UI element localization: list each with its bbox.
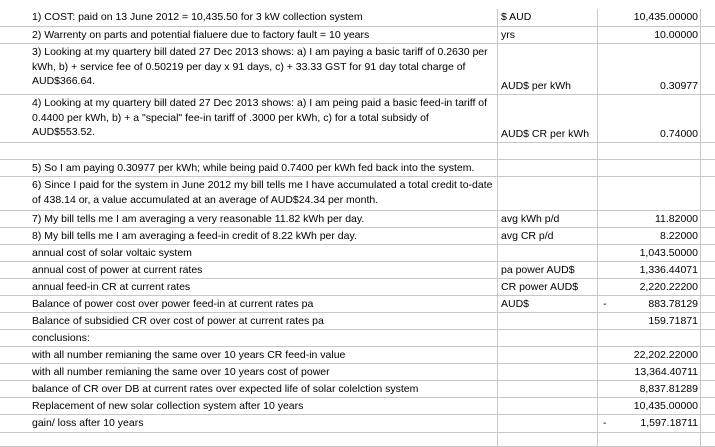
cell-description[interactable] [0,228,498,245]
cell-text: AUD$ [501,297,530,310]
cell-value[interactable] [598,177,701,211]
cell-description[interactable] [0,177,498,211]
cell-text: avg CR p/d [501,229,554,242]
table-row [0,211,715,228]
cell-empty[interactable] [701,415,715,433]
cell-text: balance of CR over DB at current rates over expected life of solar colelction system [32,382,419,395]
cell-text: 8) My bill tells me I am averaging a feed-in credit of 8.22 kWh per day. [32,229,357,242]
cell-text: 10,435.00000 [633,11,698,24]
cell-text: 1,043.50000 [639,246,698,259]
cell-text: 1) COST: paid on 13 June 2012 = 10,435.50 for 3 kW collection system [32,11,363,24]
cell-description[interactable] [0,296,498,313]
table-row [0,245,715,262]
cell-description[interactable] [0,44,498,95]
cell-empty[interactable] [701,398,715,415]
table-row [0,330,715,347]
cell-unit[interactable] [498,296,598,313]
cell-value[interactable] [598,296,701,313]
cell-unit[interactable] [498,44,598,95]
cell-description[interactable] [0,160,498,177]
cell-empty[interactable] [701,27,715,44]
cell-text: 7) My bill tells me I am averaging a very reasonable 11.82 kWh per day. [32,212,365,225]
cell-text: Replacement of new solar collection system after 10 years [32,399,304,412]
cell-value[interactable] [598,9,701,27]
cell-text: pa power AUD$ [501,263,575,276]
table-row [0,433,715,447]
cell-text: 3) Looking at my quartery bill dated 27 Dec 2013 shows: a) I am paying a basic tariff of 0.2630 per kWh, b) + service fee of 0.50219 per day x 91 days, c) + 33.33 GST for 91 day total charge of AUD$366.64. [32,46,488,87]
cell-text: 883.78129 [648,297,698,310]
cell-empty[interactable] [701,330,715,347]
cell-text: 2,220.22200 [639,280,698,293]
cell-unit[interactable] [498,95,598,143]
cell-text: annual cost of solar voltaic system [32,246,192,259]
cell-empty[interactable] [701,279,715,296]
cell-value[interactable] [598,415,701,433]
cell-text: Balance of power cost over power feed-in at current rates pa [32,297,314,310]
negative-sign: - [603,417,607,430]
cell-text: conclusions: [32,331,90,344]
cell-unit[interactable] [498,245,598,262]
cell-description[interactable] [0,245,498,262]
cell-unit[interactable] [498,279,598,296]
cell-text: 8.22000 [660,229,698,242]
cell-empty[interactable] [701,433,715,447]
cell-description[interactable] [0,433,498,447]
cell-text: with all number remianing the same over 10 years CR feed-in value [32,348,346,361]
cell-text: Balance of subsidied CR over cost of power at current rates pa [32,314,324,327]
cell-text: 1,597.18711 [640,417,698,430]
cell-empty[interactable] [701,364,715,381]
cell-unit[interactable] [498,160,598,177]
cell-unit[interactable] [498,177,598,211]
table-row [0,177,715,211]
cell-unit[interactable] [498,398,598,415]
cell-description[interactable] [0,415,498,433]
cell-value[interactable] [598,143,701,160]
cell-value[interactable] [598,364,701,381]
cell-text: 13,364.40711 [634,365,698,378]
cell-value[interactable] [598,262,701,279]
table-row [0,44,715,95]
cell-unit[interactable] [498,27,598,44]
cell-text: 8,837.81289 [639,382,698,395]
table-row [0,296,715,313]
cell-text: 1,336.44071 [639,263,698,276]
cell-unit[interactable] [498,364,598,381]
cell-value[interactable] [598,228,701,245]
cell-value[interactable] [598,313,701,330]
cell-value[interactable] [598,398,701,415]
cell-empty[interactable] [701,313,715,330]
cell-text: avg kWh p/d [501,212,560,225]
cell-text: 10.00000 [654,28,698,41]
table-row [0,398,715,415]
cell-empty[interactable] [701,44,715,95]
cell-unit[interactable] [498,433,598,447]
cell-empty[interactable] [701,143,715,160]
cell-text: 10,435.00000 [633,399,698,412]
cell-text: AUD$ per kWh [501,79,572,92]
cell-text: 0.74000 [660,127,698,140]
cell-value[interactable] [598,347,701,364]
cell-unit[interactable] [498,313,598,330]
cell-text: gain/ loss after 10 years [32,417,144,430]
cell-text: 5) So I am paying 0.30977 per kWh; while being paid 0.7400 per kWh fed back into the system. [32,161,475,174]
cell-description[interactable] [0,27,498,44]
table-row [0,95,715,143]
table-row [0,364,715,381]
cell-description[interactable] [0,95,498,143]
negative-sign: - [603,297,607,310]
cell-empty[interactable] [701,160,715,177]
cell-text: 0.30977 [660,79,698,92]
table-row [0,160,715,177]
cell-empty[interactable] [701,381,715,398]
cell-description[interactable] [0,143,498,160]
cell-unit[interactable] [498,330,598,347]
cell-value[interactable] [598,211,701,228]
cell-unit[interactable] [498,347,598,364]
cell-empty[interactable] [701,347,715,364]
cell-unit[interactable] [498,381,598,398]
cell-empty[interactable] [701,245,715,262]
table-row [0,27,715,44]
table-row [0,415,715,433]
cell-unit[interactable] [498,211,598,228]
cell-value[interactable] [598,44,701,95]
table-row [0,262,715,279]
cell-description[interactable] [0,262,498,279]
cell-text: with all number remianing the same over 10 years cost of power [32,365,330,378]
cell-value[interactable] [598,27,701,44]
cell-unit[interactable] [498,262,598,279]
table-row [0,9,715,27]
cell-text: 22,202.22000 [633,348,698,361]
cell-description[interactable] [0,347,498,364]
cell-value[interactable] [598,330,701,347]
cell-text: 159.71871 [648,314,698,327]
cell-description[interactable] [0,398,498,415]
cell-empty[interactable] [701,262,715,279]
table-row [0,228,715,245]
cell-text: $ AUD [501,11,532,24]
cell-text: AUD$ CR per kWh [501,127,590,140]
cell-value[interactable] [598,160,701,177]
cell-text: annual feed-in CR at current rates [32,280,191,293]
cell-unit[interactable] [498,228,598,245]
cell-text: annual cost of power at current rates [32,263,203,276]
cell-value[interactable] [598,95,701,143]
cell-value[interactable] [598,381,701,398]
table-row [0,279,715,296]
cell-text: 11.82000 [654,212,698,225]
cell-empty[interactable] [701,95,715,143]
cell-text: 6) Since I paid for the system in June 2012 my bill tells me I have accumulated a total credit to-date of 438.14 or, a value accumulated at an average of AUD$24.34 per month. [32,179,493,206]
table-row [0,381,715,398]
cell-unit[interactable] [498,9,598,27]
cell-description[interactable] [0,381,498,398]
cell-description[interactable] [0,9,498,27]
cell-empty[interactable] [701,211,715,228]
table-row [0,347,715,364]
cell-text: yrs [501,28,515,41]
cell-unit[interactable] [498,143,598,160]
table-row [0,143,715,160]
cell-description[interactable] [0,211,498,228]
cell-value[interactable] [598,433,701,447]
cell-empty[interactable] [701,296,715,313]
cell-empty[interactable] [701,228,715,245]
cell-value[interactable] [598,245,701,262]
cell-description[interactable] [0,364,498,381]
cell-description[interactable] [0,313,498,330]
cell-value[interactable] [598,279,701,296]
cell-description[interactable] [0,279,498,296]
cell-unit[interactable] [498,415,598,433]
cell-text: CR power AUD$ [501,280,579,293]
cell-text: 4) Looking at my quartery bill dated 27 Dec 2013 shows: a) I am peing paid a basic feed-in tariff of 0.4400 per kWh, b) + a "special" fee-in tariff of .3000 per kWh, c) for a total subsidy of AUD$553.52. [32,97,488,138]
cell-description[interactable] [0,330,498,347]
cell-text: 2) Warrenty on parts and potential fialuere due to factory fault = 10 years [32,28,370,41]
cell-empty[interactable] [701,177,715,211]
table-row [0,313,715,330]
cell-empty[interactable] [701,9,715,27]
